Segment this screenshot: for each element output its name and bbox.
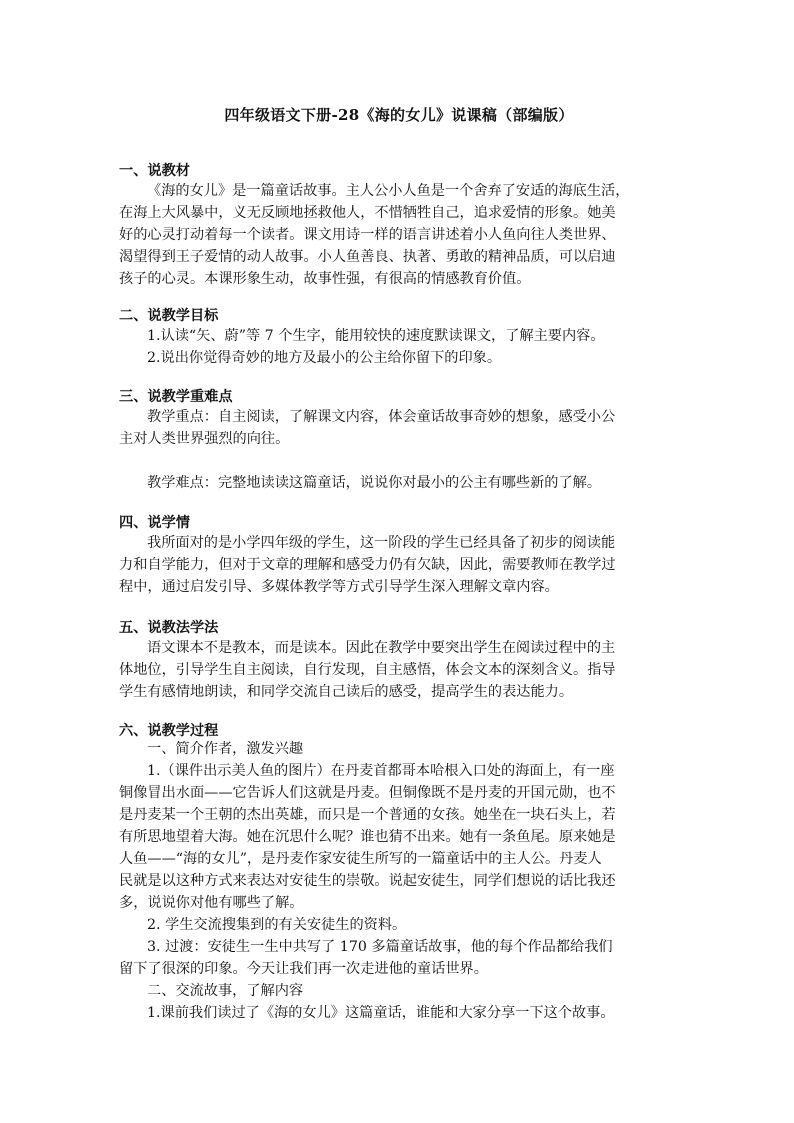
paragraph-line: 是丹麦某一个王朝的杰出英雄，而只是一个普通的女孩。她坐在一块石头上，若	[119, 807, 616, 823]
paragraph-line: 教学重点：自主阅读，了解课文内容，体会童话故事奇妙的想象，感受小公	[147, 409, 616, 425]
paragraph-line: 主对人类世界强烈的向往。	[119, 431, 290, 447]
section-body-objectives	[119, 325, 679, 369]
paragraph-line: 民就是以这种方式来表达对安徒生的崇敬。说起安徒生，同学们想说的话比我还	[119, 873, 616, 889]
blank-line	[119, 450, 679, 472]
paragraph-line: 二、交流故事，了解内容	[147, 983, 304, 999]
paragraph-line: 1.课前我们读过了《海的女儿》这篇童话，谁能和大家分享一下这个故事。	[147, 1005, 615, 1021]
paragraph-line: 1.认读“矢、蔚”等 7 个生字，能用较快的速度默读课文，了解主要内容。	[147, 328, 605, 344]
paragraph-line: 孩子的心灵。本课形象生动，故事性强，有很高的情感教育价值。	[119, 271, 531, 287]
paragraph-line: 教学难点：完整地读读这篇童话，说说你对最小的公主有哪些新的了解。	[147, 475, 602, 491]
paragraph-line: 2.说出你觉得奇妙的地方及最小的公主给你留下的印象。	[147, 350, 502, 366]
paragraph-line: 我所面对的是小学四年级的学生，这一阶段的学生已经具备了初步的阅读能	[147, 535, 616, 551]
section-heading-methods: 五、说教法学法	[119, 620, 219, 636]
section-body-teaching-process	[119, 738, 679, 1024]
paragraph-line: 学生有感情地朗读，和同学交流自己读后的感受，提高学生的表达能力。	[119, 684, 574, 700]
section-body-textbook	[119, 180, 679, 290]
paragraph-line: 在海上大风暴中，义无反顾地拯救他人，不惜牺牲自己，追求爱情的形象。她美	[119, 205, 616, 221]
paragraph-line: 一、简介作者，激发兴趣	[147, 741, 304, 757]
paragraph-line: 1.（课件出示美人鱼的图片）在丹麦首都哥本哈根入口处的海面上，有一座	[147, 763, 615, 779]
section-heading-key-points: 三、说教学重难点	[119, 389, 233, 405]
paragraph-line: 留下了很深的印象。今天让我们再一次走进他的童话世界。	[119, 961, 488, 977]
paragraph-line: 铜像冒出水面——它告诉人们这就是丹麦。但铜像既不是丹麦的开国元勋，也不	[119, 785, 616, 801]
paragraph-line: 2. 学生交流搜集到的有关安徒生的资料。	[147, 917, 407, 933]
section-body-key-points	[119, 406, 679, 494]
section-heading-objectives: 二、说教学目标	[119, 308, 219, 324]
paragraph-line: 3. 过渡：安徒生一生中共写了 170 多篇童话故事，他的每个作品都给我们	[147, 939, 613, 955]
paragraph-line: 好的心灵打动着每一个读者。课文用诗一样的语言讲述着小人鱼向往人类世界、	[119, 227, 616, 243]
paragraph-line: 多，说说你对他有哪些了解。	[119, 895, 304, 911]
section-body-student-analysis	[119, 532, 679, 598]
paragraph-line: 人鱼——“海的女儿”，是丹麦作家安徒生所写的一篇童话中的主人公。丹麦人	[119, 851, 602, 867]
document-title: 四年级语文下册-28《海的女儿》说课稿（部编版）	[224, 106, 574, 124]
section-heading-student-analysis: 四、说学情	[119, 515, 190, 531]
paragraph-line: 体地位，引导学生自主阅读，自行发现，自主感悟，体会文本的深刻含义。指导	[119, 662, 616, 678]
paragraph-line: 有所思地望着大海。她在沉思什么呢？谁也猜不出来。她有一条鱼尾。原来她是	[119, 829, 616, 845]
paragraph-line: 渴望得到王子爱情的动人故事。小人鱼善良、执著、勇敢的精神品质，可以启迪	[119, 249, 616, 265]
section-heading-textbook: 一、说教材	[119, 163, 190, 179]
paragraph-line: 程中，通过启发引导、多媒体教学等方式引导学生深入理解文章内容。	[119, 579, 559, 595]
section-body-methods	[119, 637, 679, 703]
paragraph-line: 力和自学能力，但对于文章的理解和感受力仍有欠缺，因此，需要教师在教学过	[119, 557, 616, 573]
paragraph-line: 《海的女儿》是一篇童话故事。主人公小人鱼是一个舍弃了安适的海底生活，	[147, 183, 630, 199]
section-heading-teaching-process: 六、说教学过程	[119, 723, 219, 739]
paragraph-line: 语文课本不是教本，而是读本。因此在教学中要突出学生在阅读过程中的主	[147, 640, 616, 656]
